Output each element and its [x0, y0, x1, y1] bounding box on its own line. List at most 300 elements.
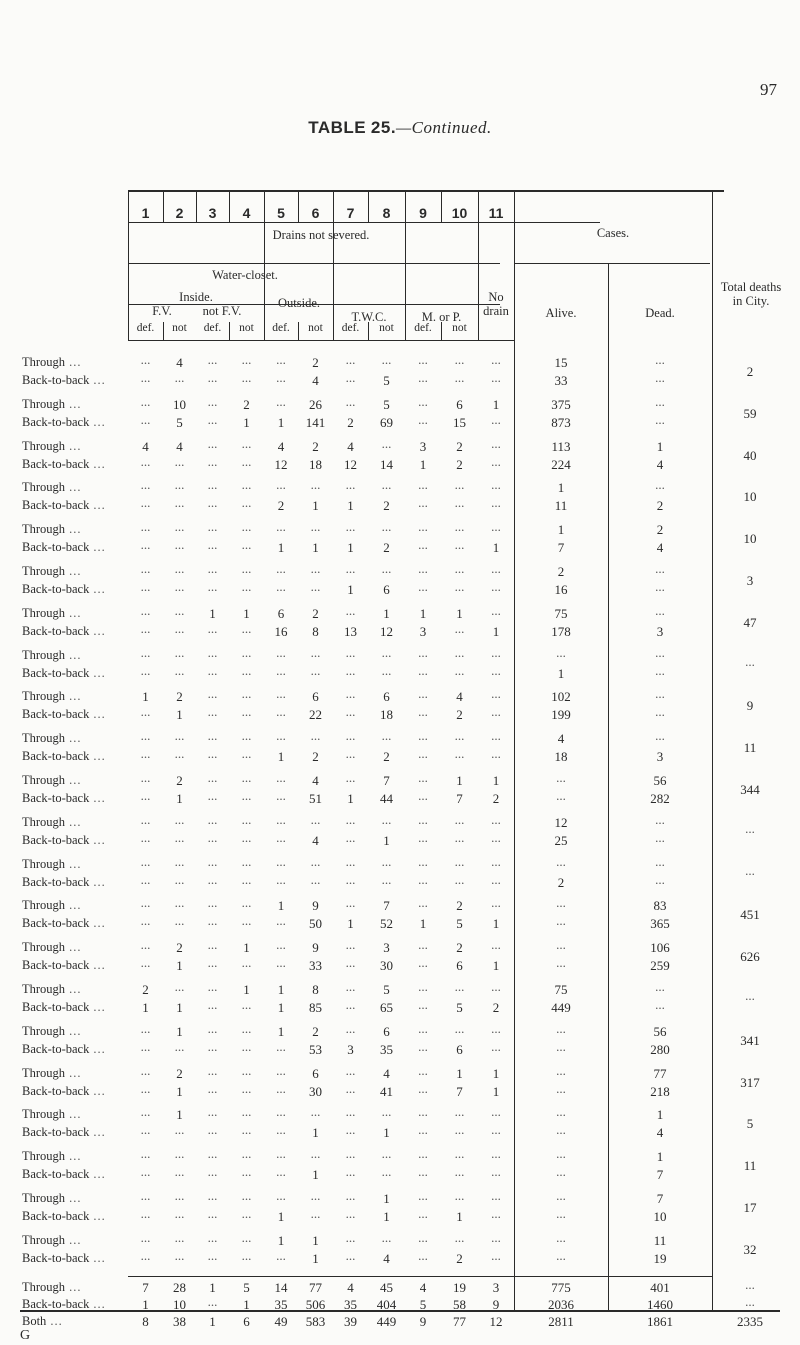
empty-cell: ...	[345, 1188, 356, 1203]
total-cell: 1	[209, 1313, 216, 1329]
table-cell: 18	[380, 707, 393, 723]
row-label-text: Back-to-back	[22, 1041, 90, 1056]
table-cell: 25	[554, 832, 568, 848]
empty-cell: ...	[418, 937, 428, 953]
table-cell: 1	[347, 540, 354, 556]
empty-cell: ...	[345, 1020, 356, 1036]
empty-cell: ...	[241, 788, 252, 803]
table-cell: 106	[650, 940, 670, 956]
total-cell: 49	[274, 1313, 288, 1329]
table-cell: 16	[554, 582, 568, 597]
empty-cell: ...	[140, 1122, 151, 1138]
row-label-text: Back-to-back	[22, 916, 90, 931]
leader-dots: ...	[69, 940, 82, 955]
empty-cell: ...	[454, 519, 465, 535]
empty-cell: ...	[556, 1080, 566, 1096]
empty-cell: ...	[418, 561, 428, 576]
total-cell: 4	[347, 1279, 354, 1295]
leader-dots: ...	[69, 1023, 82, 1038]
empty-cell: ...	[418, 853, 428, 869]
empty-cell: ...	[454, 1146, 465, 1162]
empty-cell: ...	[140, 1104, 151, 1120]
table-cell: 30	[380, 958, 393, 974]
empty-cell: ...	[454, 1229, 465, 1245]
empty-cell: ...	[241, 1062, 252, 1078]
empty-total: ...	[745, 820, 755, 836]
empty-cell: ...	[345, 853, 356, 869]
leader-dots: ...	[69, 1065, 82, 1080]
table-cell: 4	[176, 355, 183, 370]
empty-cell: ...	[454, 1104, 465, 1120]
table-cell: 1	[492, 958, 500, 974]
row-label	[22, 1024, 81, 1039]
empty-cell: ...	[174, 1206, 185, 1221]
total-deaths-cell: 341	[740, 1032, 760, 1048]
empty-cell: ...	[454, 1122, 465, 1138]
total-cell: 506	[305, 1296, 326, 1312]
table-cell: 33	[554, 373, 568, 388]
empty-cell: ...	[381, 1104, 392, 1120]
empty-cell: ...	[207, 644, 218, 660]
empty-cell: ...	[454, 644, 465, 660]
table-cell: 365	[650, 916, 670, 932]
column-number: 1	[141, 205, 150, 221]
empty-cell: ...	[418, 746, 428, 762]
row-label-text: Back-to-back	[22, 707, 90, 722]
empty-cell: ...	[418, 352, 428, 367]
row-label	[22, 689, 81, 704]
table-cell: 12	[554, 814, 568, 830]
empty-cell: ...	[276, 871, 286, 887]
row-label-text: Through	[22, 605, 66, 620]
empty-cell: ...	[345, 477, 356, 493]
table-cell: 1	[656, 438, 664, 454]
table-cell: 7	[383, 773, 390, 788]
table-cell: 2	[176, 1065, 183, 1081]
empty-cell: ...	[381, 662, 392, 678]
total-cell: 38	[173, 1313, 186, 1329]
table-cell: 3	[419, 438, 427, 454]
empty-cell: ...	[207, 662, 218, 678]
column-number: 6	[311, 205, 320, 221]
empty-cell: ...	[491, 979, 501, 994]
row-label-text: Through	[22, 1149, 66, 1164]
empty-cell: ...	[310, 853, 321, 869]
empty-cell: ...	[241, 997, 252, 1012]
empty-cell: ...	[276, 561, 286, 576]
total-cell: 6	[243, 1313, 250, 1329]
empty-cell: ...	[454, 728, 465, 744]
table-cell: 5	[383, 396, 390, 412]
empty-cell: ...	[207, 1229, 218, 1245]
table-cell: 1	[557, 665, 565, 681]
table-cell: 4	[557, 731, 565, 747]
empty-cell: ...	[207, 788, 218, 803]
empty-cell: ...	[276, 579, 286, 594]
row-label-text: Back-to-back	[22, 1083, 90, 1098]
total-cell: 28	[173, 1279, 186, 1295]
empty-cell: ...	[207, 853, 218, 869]
header-m-or-p: M. or P.	[421, 310, 462, 324]
empty-cell: ...	[381, 1229, 392, 1245]
table-cell: 1	[209, 605, 216, 621]
total-cell: 2335	[737, 1313, 763, 1329]
header-alive: Alive.	[545, 306, 577, 320]
table-cell: 1	[277, 540, 285, 556]
empty-cell: ...	[140, 895, 151, 911]
table-cell: 1	[383, 1125, 390, 1141]
empty-cell: ...	[207, 1080, 218, 1096]
empty-cell: ...	[655, 644, 665, 660]
leader-dots: ...	[93, 791, 106, 805]
empty-cell: ...	[556, 895, 566, 911]
empty-cell: ...	[276, 1188, 286, 1203]
table-cell: 1	[347, 498, 354, 514]
row-label	[22, 815, 81, 830]
leader-dots: ...	[93, 1083, 106, 1098]
empty-cell: ...	[174, 1122, 185, 1138]
leader-dots: ...	[93, 373, 106, 387]
empty-cell: ...	[655, 662, 665, 678]
empty-cell: ...	[381, 853, 392, 869]
empty-cell: ...	[345, 1164, 356, 1180]
empty-cell: ...	[491, 829, 501, 845]
empty-cell: ...	[140, 853, 151, 869]
empty-cell: ...	[241, 728, 252, 744]
table-cell: 12	[380, 623, 393, 639]
empty-cell: ...	[276, 1146, 286, 1162]
empty-cell: ...	[276, 644, 286, 660]
total-cell: 775	[551, 1279, 571, 1295]
table-cell: 1	[456, 773, 463, 788]
empty-cell: ...	[241, 644, 252, 660]
empty-cell: ...	[381, 728, 392, 744]
empty-cell: ...	[491, 477, 501, 493]
empty-cell: ...	[454, 853, 465, 869]
total-cell: 35	[274, 1296, 288, 1312]
empty-cell: ...	[345, 895, 356, 911]
empty-cell: ...	[241, 895, 252, 911]
empty-cell: ...	[345, 519, 356, 535]
leader-dots: ...	[93, 874, 106, 889]
empty-cell: ...	[418, 1188, 428, 1203]
leader-dots: ...	[93, 1041, 106, 1056]
row-label-text: Through	[22, 396, 66, 411]
leader-dots: ...	[69, 396, 82, 411]
table-cell: 7	[557, 540, 565, 556]
row-label-text: Through	[22, 982, 66, 996]
empty-cell: ...	[276, 393, 286, 409]
empty-cell: ...	[276, 937, 286, 953]
empty-cell: ...	[454, 746, 465, 762]
table-cell: 13	[344, 623, 357, 639]
total-cell: 3	[492, 1279, 500, 1295]
subheader-def: def.	[136, 322, 155, 334]
table-cell: 375	[551, 396, 571, 412]
table-cell: 178	[551, 623, 571, 639]
empty-cell: ...	[310, 662, 321, 678]
empty-cell: ...	[655, 829, 665, 845]
empty-cell: ...	[454, 352, 465, 367]
empty-cell: ...	[454, 1188, 465, 1203]
empty-cell: ...	[345, 997, 356, 1012]
empty-cell: ...	[418, 1146, 428, 1162]
empty-cell: ...	[556, 1104, 566, 1120]
total-cell: 35	[344, 1296, 357, 1312]
empty-cell: ...	[454, 1020, 465, 1036]
row-label	[22, 898, 81, 913]
table-cell: 1	[176, 1107, 183, 1123]
empty-cell: ...	[174, 370, 185, 385]
row-label-text: Back-to-back	[22, 456, 90, 471]
empty-cell: ...	[454, 537, 465, 553]
total-deaths-cell: 17	[743, 1200, 757, 1215]
page-number: 97	[760, 80, 777, 99]
table-cell: 1	[277, 414, 285, 430]
empty-cell: ...	[174, 537, 185, 553]
row-label-text: Back-to-back	[22, 665, 90, 680]
empty-cell: ...	[418, 393, 428, 409]
empty-cell: ...	[381, 477, 392, 493]
header-drains-not-severed: Drains not severed.	[272, 228, 370, 242]
empty-cell: ...	[381, 644, 392, 660]
row-label-text: Through	[22, 773, 66, 787]
table-cell: 4	[383, 1250, 390, 1266]
empty-cell: ...	[140, 537, 151, 553]
empty-cell: ...	[140, 1247, 151, 1263]
empty-cell: ...	[345, 746, 356, 762]
empty-cell: ...	[207, 495, 218, 511]
empty-cell: ...	[491, 1146, 501, 1162]
total-deaths-cell: 3	[746, 573, 754, 588]
empty-cell: ...	[655, 561, 665, 576]
empty-cell: ...	[381, 561, 392, 576]
empty-cell: ...	[140, 1038, 151, 1054]
row-label-text: Back-to-back	[22, 749, 90, 764]
empty-cell: ...	[491, 686, 501, 702]
empty-cell: ...	[418, 411, 428, 427]
empty-cell: ...	[345, 704, 356, 720]
empty-cell: ...	[345, 352, 356, 367]
empty-cell: ...	[241, 1038, 252, 1054]
table-cell: 6	[312, 689, 319, 705]
empty-cell: ...	[655, 352, 665, 367]
empty-cell: ...	[207, 579, 218, 594]
table-cell: 11	[554, 498, 568, 514]
column-number: 10	[451, 205, 468, 221]
empty-cell: ...	[491, 811, 501, 827]
empty-cell: ...	[454, 662, 465, 678]
empty-cell: ...	[345, 979, 356, 994]
table-cell: 15	[554, 355, 568, 370]
table-cell: 2	[456, 456, 463, 472]
row-label	[22, 415, 106, 430]
empty-cell: ...	[454, 495, 465, 511]
table-cell: 1	[142, 1000, 149, 1015]
table-cell: 1	[312, 1250, 319, 1266]
empty-cell: ...	[140, 393, 151, 409]
empty-cell: ...	[655, 477, 665, 493]
table-cell: 2	[456, 898, 463, 914]
empty-cell: ...	[345, 1146, 356, 1162]
row-label-text: Through	[22, 1191, 66, 1205]
table-cell: 44	[380, 791, 393, 806]
empty-cell: ...	[345, 1229, 356, 1245]
empty-cell: ...	[241, 537, 252, 553]
empty-cell: ...	[241, 686, 252, 702]
empty-cell: ...	[241, 1146, 252, 1162]
empty-cell: ...	[556, 1146, 566, 1162]
table-cell: 224	[551, 456, 571, 472]
table-cell: 4	[347, 438, 354, 454]
table-cell: 11	[653, 1232, 667, 1248]
table-cell: 2	[557, 874, 565, 890]
row-label	[22, 582, 106, 597]
row-label	[22, 480, 81, 495]
empty-cell: ...	[174, 871, 185, 887]
table-cell: 2	[142, 982, 149, 997]
table-cell: 3	[419, 623, 427, 639]
table-cell: 9	[312, 898, 319, 914]
total-cell: 7	[142, 1279, 149, 1295]
table-cell: 2	[656, 498, 664, 514]
rule-h-3	[514, 263, 710, 264]
table-cell: 2	[176, 940, 183, 956]
empty-cell: ...	[140, 955, 151, 971]
empty-cell: ...	[418, 829, 428, 845]
empty-cell: ...	[655, 686, 665, 702]
empty-cell: ...	[241, 871, 252, 887]
table-cell: 1	[176, 1023, 183, 1039]
row-label	[22, 749, 106, 764]
empty-cell: ...	[310, 1104, 321, 1120]
table-cell: 2	[176, 689, 183, 705]
empty-cell: ...	[418, 1122, 428, 1138]
table-cell: 1	[656, 1107, 664, 1123]
empty-cell: ...	[276, 1122, 286, 1138]
table-cell: 449	[551, 1000, 571, 1015]
empty-cell: ...	[140, 746, 151, 762]
empty-cell: ...	[418, 788, 428, 803]
empty-cell: ...	[418, 1020, 428, 1036]
leader-dots: ...	[69, 480, 82, 495]
empty-cell: ...	[207, 352, 218, 367]
empty-cell: ...	[381, 352, 392, 367]
empty-cell: ...	[207, 1293, 218, 1309]
signature-mark: G	[20, 1328, 31, 1343]
empty-cell: ...	[276, 370, 286, 385]
leader-dots: ...	[69, 1191, 82, 1205]
empty-cell: ...	[174, 746, 185, 762]
empty-cell: ...	[276, 1247, 286, 1263]
empty-cell: ...	[174, 620, 185, 636]
table-cell: 3	[656, 749, 664, 765]
row-label-text: Through	[22, 355, 66, 369]
empty-cell: ...	[140, 937, 151, 953]
empty-cell: ...	[174, 1038, 185, 1054]
empty-cell: ...	[418, 537, 428, 553]
empty-cell: ...	[491, 579, 501, 594]
header-total-deaths: Total deaths in City.	[720, 280, 782, 308]
table-cell: 873	[551, 414, 571, 430]
empty-cell: ...	[381, 435, 392, 451]
table-cell: 51	[309, 791, 322, 806]
table-cell: 7	[656, 1167, 664, 1183]
empty-cell: ...	[276, 788, 286, 803]
empty-cell: ...	[491, 411, 501, 427]
empty-cell: ...	[454, 477, 465, 493]
empty-cell: ...	[140, 1080, 151, 1096]
table-cell: 1	[492, 1065, 500, 1081]
row-label	[22, 648, 81, 663]
empty-cell: ...	[241, 352, 252, 367]
table-cell: 6	[456, 1041, 463, 1057]
empty-cell: ...	[241, 1020, 252, 1036]
leader-dots: ...	[69, 355, 82, 369]
empty-cell: ...	[207, 686, 218, 702]
empty-cell: ...	[556, 913, 566, 929]
empty-cell: ...	[655, 853, 665, 869]
leader-dots: ...	[69, 1232, 82, 1247]
empty-cell: ...	[491, 1122, 501, 1138]
rule-h-1	[128, 222, 600, 223]
rule-totals	[128, 1276, 712, 1277]
table-cell: 2	[456, 438, 463, 454]
leader-dots: ...	[93, 958, 106, 973]
empty-cell: ...	[241, 561, 252, 576]
empty-cell: ...	[241, 435, 252, 451]
row-label-text: Back-to-back	[22, 1250, 90, 1265]
empty-cell: ...	[174, 829, 185, 845]
empty-cell: ...	[241, 811, 252, 827]
table-cell: 56	[653, 1023, 667, 1039]
empty-cell: ...	[276, 662, 286, 678]
table-cell: 2	[312, 438, 319, 454]
empty-cell: ...	[241, 746, 252, 762]
empty-cell: ...	[140, 728, 151, 744]
row-label-text: Through	[22, 1023, 66, 1038]
empty-cell: ...	[418, 811, 428, 827]
empty-cell: ...	[276, 770, 286, 785]
row-label-text: Back-to-back	[22, 623, 90, 638]
empty-cell: ...	[207, 393, 218, 409]
empty-cell: ...	[556, 1062, 566, 1078]
empty-cell: ...	[556, 1164, 566, 1180]
table-cell: 2	[383, 498, 390, 514]
table-cell: 1	[419, 916, 427, 932]
empty-cell: ...	[491, 704, 501, 720]
empty-cell: ...	[174, 1229, 185, 1245]
empty-cell: ...	[310, 728, 321, 744]
table-cell: 16	[274, 623, 288, 639]
empty-cell: ...	[174, 495, 185, 511]
total-cell: 12	[489, 1313, 503, 1329]
empty-cell: ...	[556, 788, 566, 803]
subheader-not: not	[172, 322, 187, 334]
empty-cell: ...	[241, 1188, 252, 1203]
leader-dots: ...	[93, 582, 106, 596]
table-cell: 30	[309, 1083, 322, 1099]
empty-cell: ...	[241, 1247, 252, 1263]
empty-cell: ...	[276, 1038, 286, 1054]
empty-cell: ...	[140, 1164, 151, 1180]
row-label	[22, 875, 106, 890]
empty-cell: ...	[345, 1080, 356, 1096]
empty-cell: ...	[174, 895, 185, 911]
empty-cell: ...	[174, 1188, 185, 1203]
row-label	[22, 624, 106, 639]
empty-cell: ...	[418, 704, 428, 720]
